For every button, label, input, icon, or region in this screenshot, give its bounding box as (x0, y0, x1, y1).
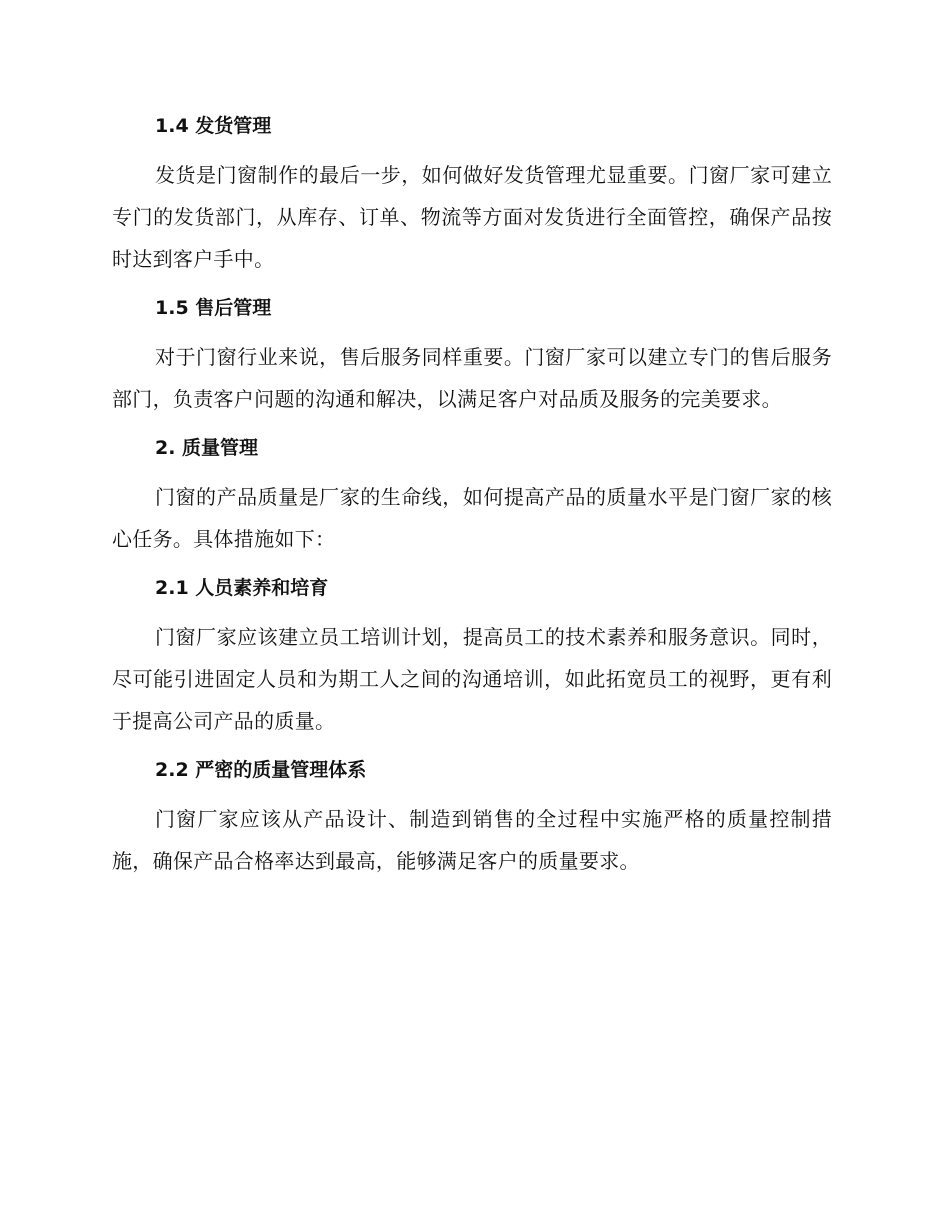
section-heading-2: 2. 质量管理 (155, 437, 259, 459)
document-body (112, 108, 832, 892)
section-paragraph-1-4: 发货是门窗制作的最后一步，如何做好发货管理尤显重要。门窗厂家可建立专门的发货部门，从库存、订单、物流等方面对发货进行全面管控，确保产品按时达到客户手中。 (112, 163, 832, 271)
section-paragraph-1-5: 对于门窗行业来说，售后服务同样重要。门窗厂家可以建立专门的售后服务部门，负责客户问题的沟通和解决，以满足客户对品质及服务的完美要求。 (112, 345, 832, 411)
section-heading-1-4: 1.4 发货管理 (155, 115, 272, 137)
section-paragraph-2-1: 门窗厂家应该建立员工培训计划，提高员工的技术素养和服务意识。同时，尽可能引进固定人员和为期工人之间的沟通培训，如此拓宽员工的视野，更有利于提高公司产品的质量。 (112, 625, 832, 733)
section-heading-2-2: 2.2 严密的质量管理体系 (155, 759, 367, 781)
section-heading-1-5: 1.5 售后管理 (155, 297, 272, 319)
section-heading-2-1: 2.1 人员素养和培育 (155, 577, 329, 599)
section-paragraph-2-2: 门窗厂家应该从产品设计、制造到销售的全过程中实施严格的质量控制措施，确保产品合格率达到最高，能够满足客户的质量要求。 (112, 807, 832, 873)
section-paragraph-2: 门窗的产品质量是厂家的生命线，如何提高产品的质量水平是门窗厂家的核心任务。具体措施如下： (112, 485, 832, 551)
